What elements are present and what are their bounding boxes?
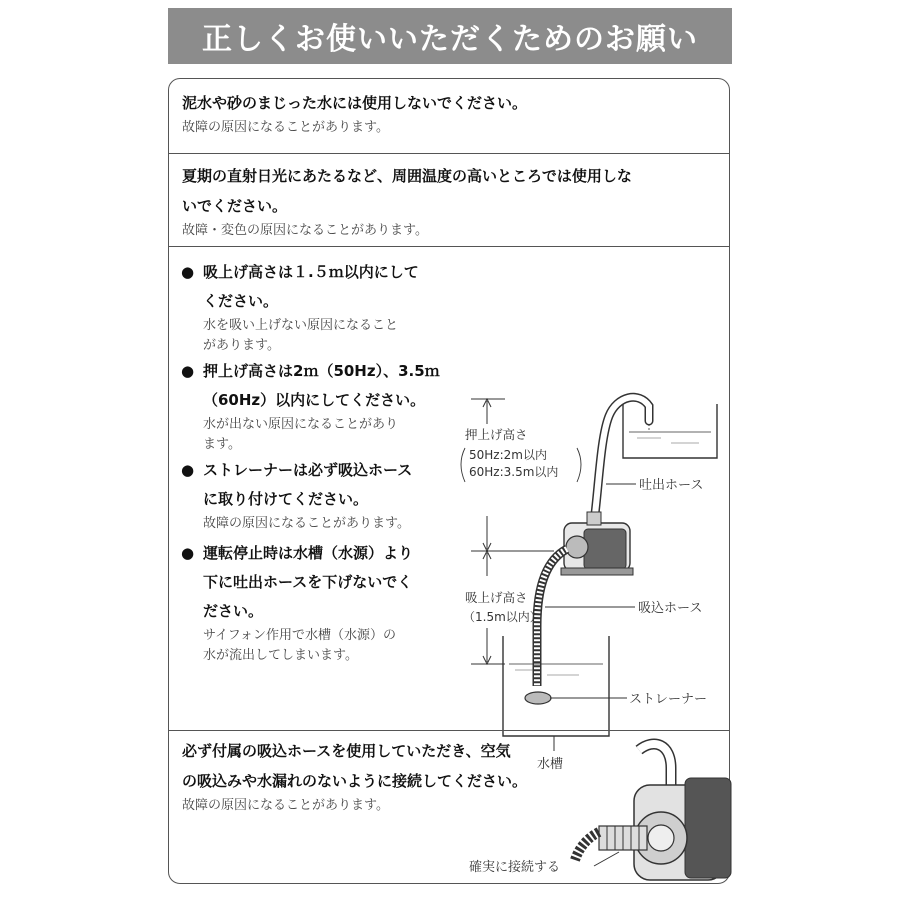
bullet-note-line2: があります。 bbox=[203, 338, 280, 353]
bullet-push-height bbox=[181, 357, 451, 455]
bullet-note-line2: 水が流出してしまいます。 bbox=[203, 648, 358, 663]
bullet-note-line1: 水を吸い上げない原因になること bbox=[203, 318, 399, 333]
bullet-heading-line3: ださい。 bbox=[203, 602, 264, 620]
bullet-heading-line2: 下に吐出ホースを下げないでく bbox=[203, 573, 413, 591]
bullet-heading-line2: に取り付けてください。 bbox=[203, 490, 369, 508]
bullet-heading-line1: 押上げ高さは2ｍ（50Hz）、3.5ｍ bbox=[203, 362, 440, 380]
notice-heading-line2: の吸込みや水漏れのないように接続してください。 bbox=[182, 772, 528, 790]
notice-high-temperature bbox=[169, 153, 729, 246]
notice-heading-line1: 夏期の直射日光にあたるなど、周囲温度の高いところでは使用しな bbox=[182, 167, 632, 185]
bullet-heading-line1: 吸上げ高さは１.５ｍ以内にして bbox=[203, 263, 419, 281]
strainer-label: ストレーナー bbox=[629, 692, 708, 707]
strainer-icon bbox=[525, 692, 551, 704]
notice-heading-line1: 必ず付属の吸込ホースを使用していただき、空気 bbox=[182, 742, 511, 760]
discharge-hose-label: 吐出ホース bbox=[639, 478, 704, 493]
suction-height-label: 吸上げ高さ bbox=[465, 590, 528, 605]
pump-closeup-icon bbox=[634, 778, 731, 880]
notice-heading-line2: いでください。 bbox=[182, 197, 288, 215]
notice-note: 故障の原因になることがあります。 bbox=[182, 120, 389, 135]
notice-panel bbox=[168, 78, 730, 884]
bullet-heading-line2: （60Hz）以内にしてください。 bbox=[203, 391, 426, 409]
bullet-dot: ● bbox=[181, 461, 195, 479]
bullet-heading-line2: ください。 bbox=[203, 292, 279, 310]
page-title: 正しくお使いいただくためのお願い bbox=[168, 8, 732, 64]
suction-height-value: （1.5m以内） bbox=[463, 610, 542, 624]
bullet-suction-height bbox=[181, 258, 451, 356]
pump-icon bbox=[561, 512, 633, 575]
bullet-note-line1: 故障の原因になることがあります。 bbox=[203, 516, 410, 531]
notice-muddy-water bbox=[169, 79, 729, 153]
notice-heading: 泥水や砂のまじった水には使用しないでください。 bbox=[182, 94, 528, 112]
upper-tank bbox=[623, 404, 717, 458]
pump-installation-diagram bbox=[449, 246, 731, 772]
notice-note: 故障・変色の原因になることがあります。 bbox=[182, 223, 428, 238]
water-tank-label: 水槽 bbox=[537, 757, 564, 772]
bullet-heading-line1: ストレーナーは必ず吸込ホース bbox=[203, 461, 413, 479]
bullet-note-line1: サイフォン作用で水槽（水源）の bbox=[203, 628, 397, 643]
bullet-dot: ● bbox=[181, 263, 195, 281]
bullet-note-line1: 水が出ない原因になることがあり bbox=[203, 417, 399, 432]
push-height-label: 押上げ高さ bbox=[465, 427, 528, 442]
bullet-note-line2: ます。 bbox=[203, 437, 241, 452]
notice-suction-hose-connection bbox=[169, 730, 729, 885]
water-tank bbox=[503, 636, 609, 736]
connect-securely-label: 確実に接続する bbox=[469, 860, 561, 875]
bullet-dot: ● bbox=[181, 362, 195, 380]
notice-note: 故障の原因になることがあります。 bbox=[182, 798, 389, 813]
bullet-dot: ● bbox=[181, 544, 195, 562]
bullet-siphon bbox=[181, 539, 451, 666]
bullet-strainer bbox=[181, 456, 451, 534]
suction-hose-label: 吸込ホース bbox=[638, 601, 703, 616]
push-height-50hz: 50Hz:2m以内 bbox=[469, 448, 547, 462]
hose-connection-illustration bbox=[449, 730, 731, 885]
push-height-60hz: 60Hz:3.5m以内 bbox=[469, 465, 559, 479]
bullet-heading-line1: 運転停止時は水槽（水源）より bbox=[203, 544, 414, 562]
